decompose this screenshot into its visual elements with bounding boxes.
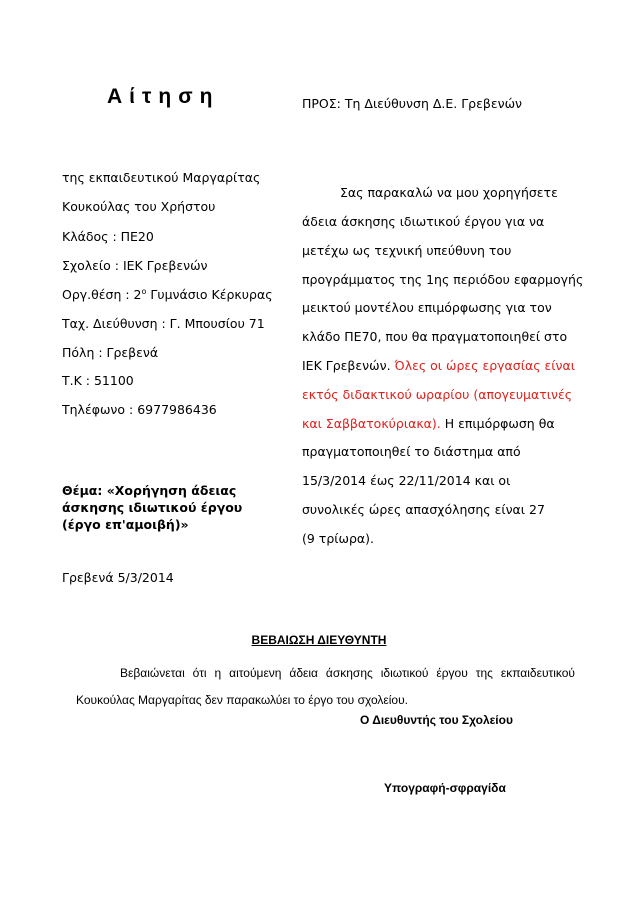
- request-line: μετέχω ως τεχνική υπεύθυνη του: [302, 243, 512, 258]
- applicant-city: Πόλη : Γρεβενά: [62, 345, 159, 360]
- certification-heading: ΒΕΒΑΙΩΣΗ ΔΙΕΥΘΥΝΤΗ: [251, 633, 387, 647]
- signature-stamp-label: Υπογραφή-σφραγίδα: [384, 781, 506, 795]
- request-line: πραγματοποιηθεί το διάστημα από: [302, 444, 521, 459]
- applicant-name-line1: της εκπαιδευτικού Μαργαρίτας: [62, 170, 261, 185]
- request-line: κλάδο ΠΕ70, που θα πραγματοποιηθεί στο: [302, 329, 568, 344]
- request-line: συνολικές ώρες απασχόλησης είναι 27: [302, 502, 545, 517]
- request-highlight-text: Όλες οι ώρες εργασίας είναι: [394, 358, 575, 373]
- applicant-postcode: Τ.Κ : 51100: [62, 373, 134, 388]
- request-line: Σας παρακαλώ να μου χορηγήσετε: [340, 185, 558, 200]
- request-highlight-text: και Σαββατοκύριακα).: [302, 416, 441, 431]
- applicant-school: Σχολείο : ΙΕΚ Γρεβενών: [62, 258, 208, 273]
- recipient-line: ΠΡΟΣ: Τη Διεύθυνση Δ.Ε. Γρεβενών: [302, 96, 523, 111]
- request-line: μεικτού μοντέλου επιμόρφωσης για τον: [302, 300, 552, 315]
- applicant-phone: Τηλέφωνο : 6977986436: [62, 402, 217, 417]
- applicant-position: [62, 287, 273, 302]
- request-line: [302, 358, 575, 373]
- request-text: ΙΕΚ Γρεβενών.: [302, 358, 395, 373]
- request-text: Η επιμόρφωση θα: [440, 416, 555, 431]
- request-line: 15/3/2014 έως 22/11/2014 και οι: [302, 473, 511, 488]
- date-line: Γρεβενά 5/3/2014: [62, 570, 174, 585]
- applicant-position-sup: ο: [141, 287, 147, 296]
- principal-title: Ο Διευθυντής του Σχολείου: [360, 713, 513, 727]
- applicant-position-post: Γυμνάσιο Κέρκυρας: [146, 287, 273, 302]
- request-highlight-line: εκτός διδακτικού ωραρίου (απογευματινές: [302, 387, 573, 402]
- request-line: προγράμματος της 1ης περιόδου εφαρμογής: [302, 272, 584, 287]
- request-line: [302, 416, 555, 431]
- subject: Θέμα: «Χορήγηση άδειας άσκησης ιδιωτικού έργου (έργο επ'αμοιβή)»: [62, 483, 243, 532]
- request-line: άδεια άσκησης ιδιωτικού έργου για να: [302, 214, 545, 229]
- applicant-address: Ταχ. Διεύθυνση : Γ. Μπουσίου 71: [62, 316, 265, 331]
- document-title: Αίτηση: [107, 85, 220, 108]
- applicant-name-line2: Κουκούλας του Χρήστου: [62, 199, 216, 214]
- applicant-specialty: Κλάδος : ΠΕ20: [62, 229, 154, 244]
- request-line: (9 τρίωρα).: [302, 531, 374, 546]
- applicant-position-pre: Οργ.θέση : 2: [62, 287, 142, 302]
- certification-body: Βεβαιώνεται ότι η αιτούμενη άδεια άσκησης ιδιωτικού έργου της εκπαιδευτικού Κουκούλας Μαργαρίτας δεν παρακωλύει το έργο του σχολείου.: [76, 666, 575, 707]
